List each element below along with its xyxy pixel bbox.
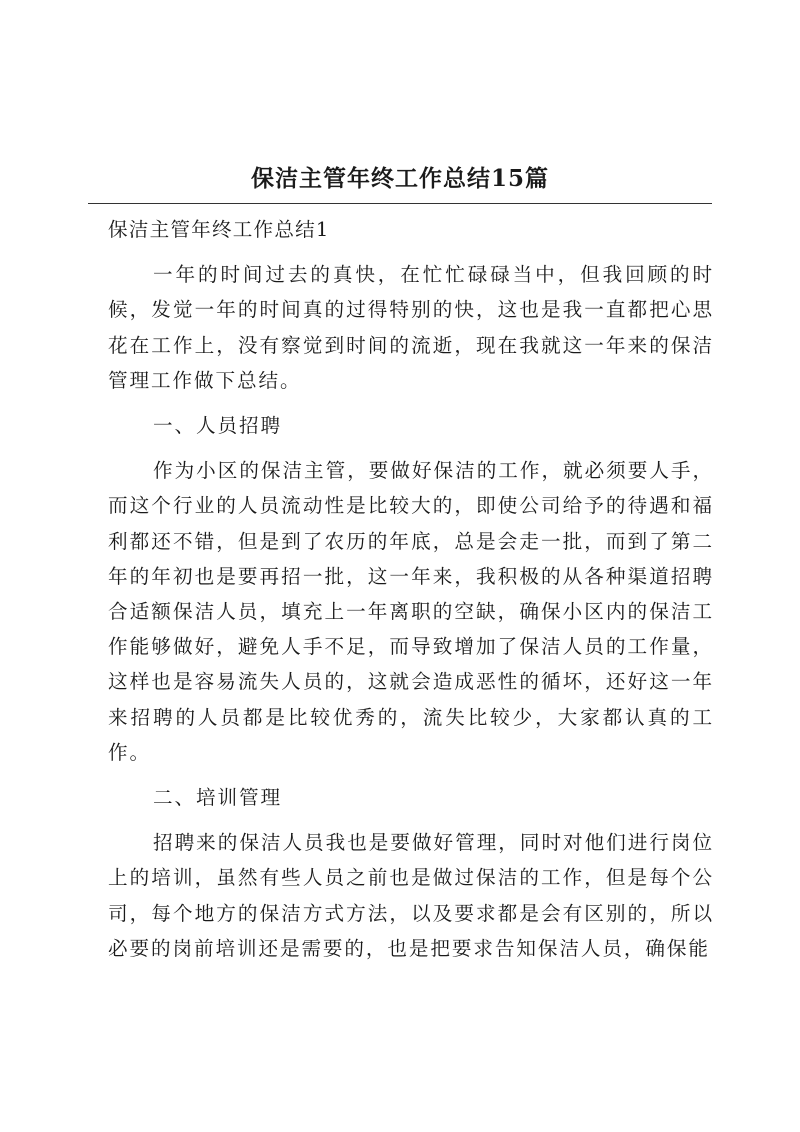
section-heading-recruitment: 一、人员招聘 — [153, 414, 282, 438]
paragraph-recruitment: 作为小区的保洁主管，要做好保洁的工作，就必须要人手，而这个行业的人员流动性是比较大的，即使公司给予的待遇和福利都还不错，但是到了农历的年底，总是会走一批，而到了第二年的年初也是要再招一批，这一年来，我积极的从各种渠道招聘合适额保洁人员，填充上一年离职的空缺，确保小区内的保洁工作能够做好，避免人手不足，而导致增加了保洁人员的工作量，这样也是容易流失人员的，这就会造成恶性的循坏，还好这一年来招聘的人员都是比较优秀的，流失比较少，大家都认真的工作。 — [108, 459, 714, 764]
document-title: 保洁主管年终工作总结15篇 — [250, 165, 549, 192]
paragraph-intro: 一年的时间过去的真快，在忙忙碌碌当中，但我回顾的时候，发觉一年的时间真的过得特别的快，这也是我一直都把心思花在工作上，没有察觉到时间的流逝，现在我就这一年来的保洁管理工作做下总结。 — [108, 263, 714, 392]
document-body — [108, 212, 714, 976]
section-heading-training: 二、培训管理 — [153, 786, 282, 810]
title-divider — [88, 203, 712, 204]
paragraph-training: 招聘来的保洁人员我也是要做好管理，同时对他们进行岗位上的培训，虽然有些人员之前也是做过保洁的工作，但是每个公司，每个地方的保洁方式方法，以及要求都是会有区别的，所以必要的岗前培训还是需要的，也是把要求告知保洁人员，确保能 — [108, 831, 714, 960]
section-subtitle: 保洁主管年终工作总结1 — [108, 218, 330, 241]
